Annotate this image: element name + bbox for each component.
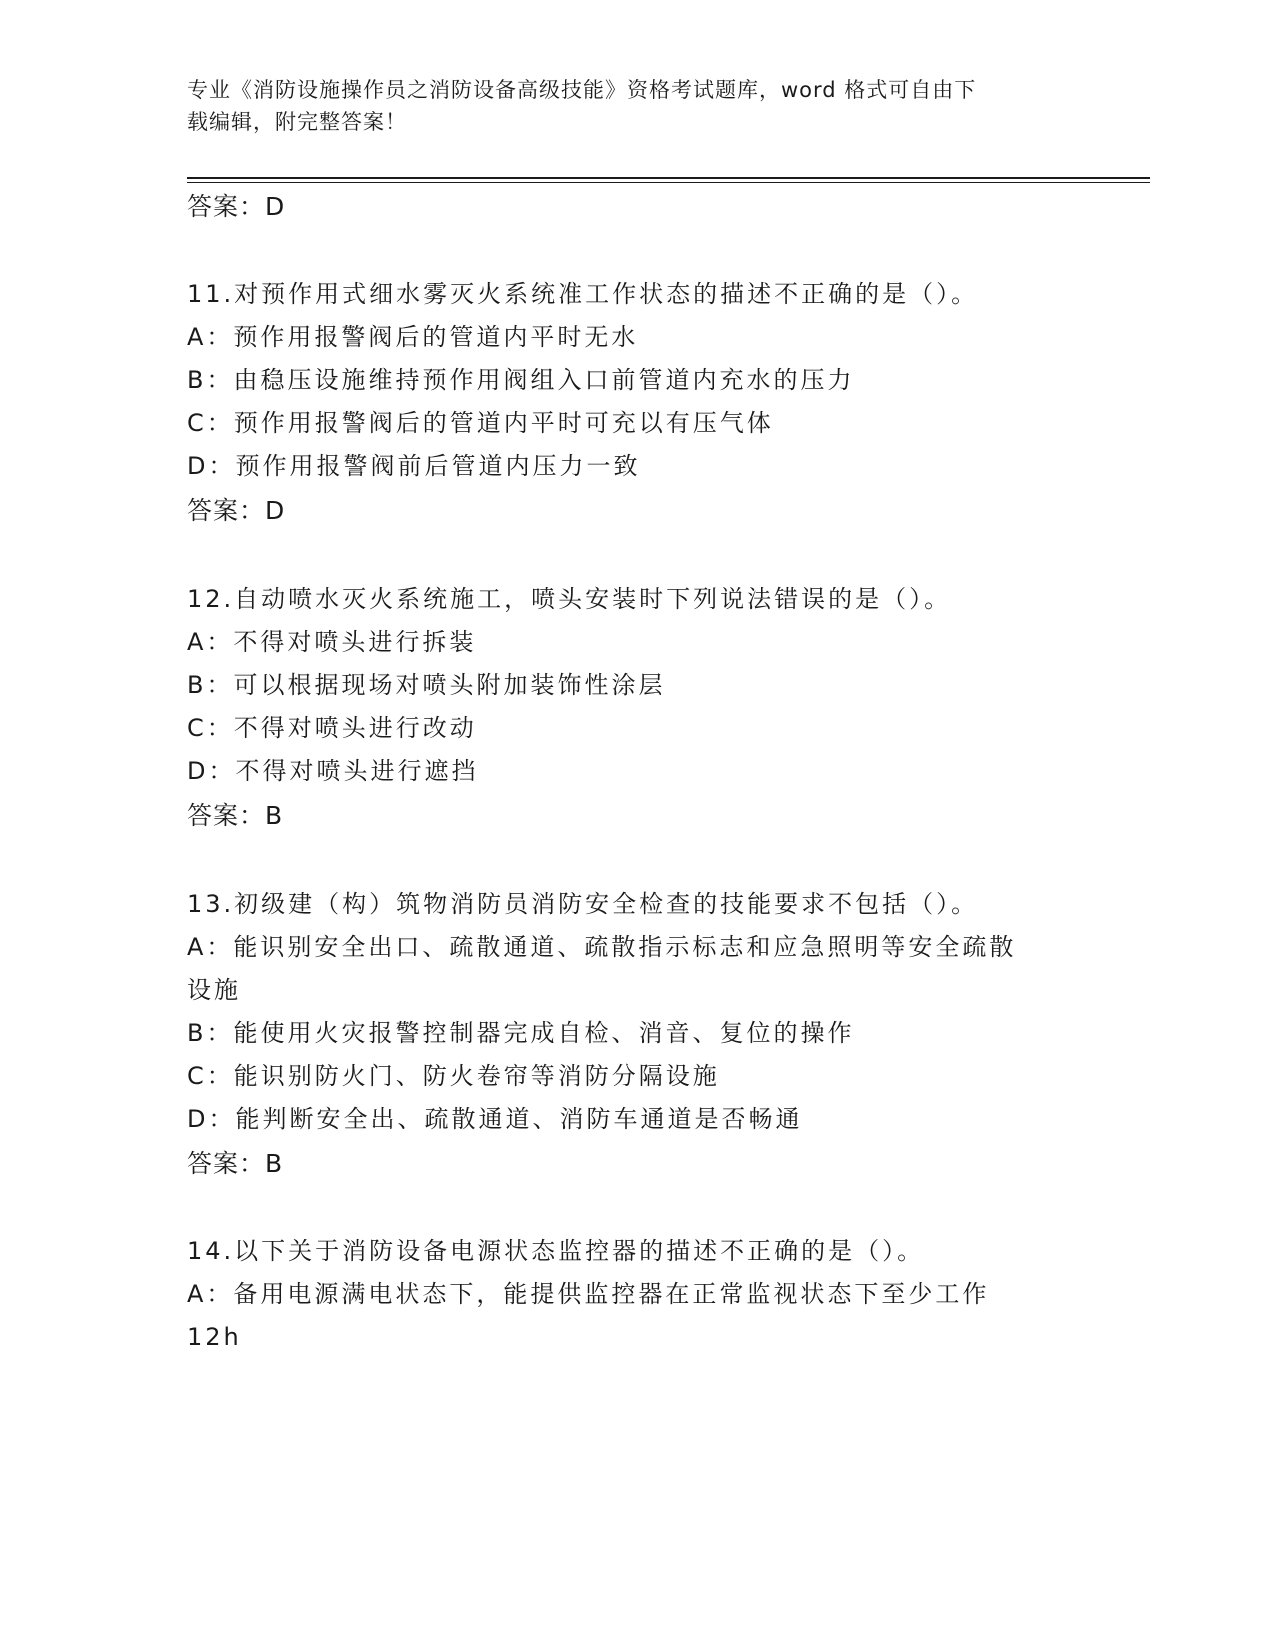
answer-line: 答案：B <box>187 801 284 830</box>
option-c: C：不得对喷头进行改动 <box>187 714 477 742</box>
question-stem: 12.自动喷水灭火系统施工，喷头安装时下列说法错误的是（）。 <box>187 585 952 613</box>
option-d: D：预作用报警阀前后管道内压力一致 <box>187 452 641 480</box>
header-divider-thin <box>187 182 1150 183</box>
option-c: C：预作用报警阀后的管道内平时可充以有压气体 <box>187 409 774 437</box>
option-a: A：预作用报警阀后的管道内平时无水 <box>187 323 639 351</box>
header-divider <box>187 177 1150 179</box>
question-stem: 14.以下关于消防设备电源状态监控器的描述不正确的是（）。 <box>187 1237 925 1265</box>
option-c: C：能识别防火门、防火卷帘等消防分隔设施 <box>187 1062 720 1090</box>
option-b: B：能使用火灾报警控制器完成自检、消音、复位的操作 <box>187 1019 855 1047</box>
question-stem: 11.对预作用式细水雾灭火系统准工作状态的描述不正确的是（）。 <box>187 280 979 308</box>
header-line-1: 专业《消防设施操作员之消防设备高级技能》资格考试题库，word 格式可自由下 <box>187 78 977 102</box>
option-b: B：由稳压设施维持预作用阀组入口前管道内充水的压力 <box>187 366 855 394</box>
header-line-2: 载编辑，附完整答案！ <box>187 110 407 134</box>
option-a: A：备用电源满电状态下，能提供监控器在正常监视状态下至少工作 <box>187 1280 990 1308</box>
question-stem: 13.初级建（构）筑物消防员消防安全检查的技能要求不包括（）。 <box>187 890 979 918</box>
answer-line: 答案：D <box>187 496 286 525</box>
option-d: D：不得对喷头进行遮挡 <box>187 757 479 785</box>
option-a: A：能识别安全出口、疏散通道、疏散指示标志和应急照明等安全疏散 <box>187 933 1017 961</box>
option-a-continued: 12h <box>187 1323 242 1351</box>
answer-line: 答案：B <box>187 1149 284 1178</box>
answer-line: 答案：D <box>187 192 286 221</box>
option-b: B：可以根据现场对喷头附加装饰性涂层 <box>187 671 666 699</box>
option-a-continued: 设施 <box>187 976 241 1004</box>
document-header <box>187 74 1067 138</box>
option-a: A：不得对喷头进行拆装 <box>187 628 477 656</box>
option-d: D：能判断安全出、疏散通道、消防车通道是否畅通 <box>187 1105 803 1133</box>
